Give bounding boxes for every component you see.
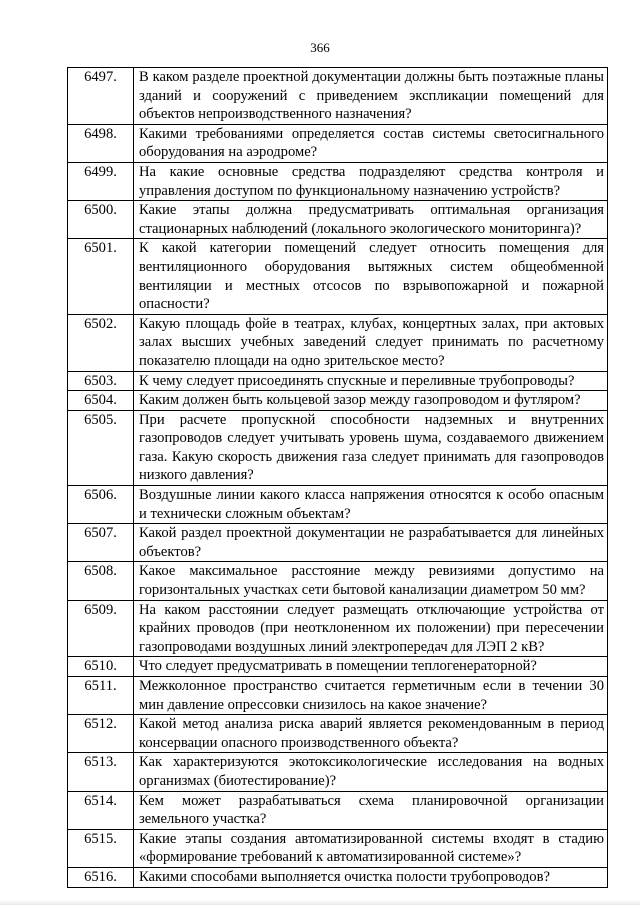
question-text: Кем может разрабатываться схема планировочной организации земельного участка? (134, 791, 608, 829)
question-number: 6510. (68, 657, 134, 677)
table-row (68, 867, 608, 887)
table-row (68, 124, 608, 162)
table-row (68, 68, 608, 125)
question-text: Какую площадь фойе в театрах, клубах, концертных залах, при актовых залах высших учебных заведений следует принимать по расчетному показателю площади на одно зрительское место? (134, 314, 608, 371)
questions-table (67, 67, 608, 888)
question-text: При расчете пропускной способности надземных и внутренних газопроводов следует учитывать уровень шума, создаваемого движением газа. Какую скорость движения газа следует принимать для газопроводов низкого давления? (134, 410, 608, 485)
table-row (68, 201, 608, 239)
question-number: 6498. (68, 124, 134, 162)
question-number: 6514. (68, 791, 134, 829)
table-row (68, 486, 608, 524)
question-number: 6512. (68, 715, 134, 753)
table-row (68, 524, 608, 562)
questions-table-body (68, 68, 608, 888)
table-row (68, 715, 608, 753)
table-row (68, 410, 608, 485)
table-row (68, 239, 608, 314)
question-number: 6506. (68, 486, 134, 524)
question-text: Какие этапы должна предусматривать оптимальная организация стационарных наблюдений (локального экологического мониторинга)? (134, 201, 608, 239)
page-bottom-edge (0, 900, 640, 905)
question-number: 6515. (68, 829, 134, 867)
table-row (68, 162, 608, 200)
table-row (68, 829, 608, 867)
question-number: 6499. (68, 162, 134, 200)
table-row (68, 657, 608, 677)
question-text: На какие основные средства подразделяют средства контроля и управления доступом по функциональному назначению устройств? (134, 162, 608, 200)
question-number: 6504. (68, 391, 134, 411)
table-row (68, 314, 608, 371)
question-text: Межколонное пространство считается герметичным если в течении 30 мин давление опрессовки снизилось на какое значение? (134, 677, 608, 715)
question-text: В каком разделе проектной документации должны быть поэтажные планы зданий и сооружений с приведением экспликации помещений для объектов непроизводственного назначения? (134, 68, 608, 125)
table-row (68, 677, 608, 715)
question-number: 6503. (68, 371, 134, 391)
page-number: 366 (310, 40, 330, 55)
question-text: Какой раздел проектной документации не разрабатывается для линейных объектов? (134, 524, 608, 562)
question-text: К чему следует присоединять спускные и переливные трубопроводы? (134, 371, 608, 391)
question-text: На каком расстоянии следует размещать отключающие устройства от крайних проводов (при неотклоненном их положении) при пересечении газопроводами воздушных линий электропередач для ЛЭП 2 кВ? (134, 600, 608, 657)
question-number: 6501. (68, 239, 134, 314)
question-text: Какие этапы создания автоматизированной системы входят в стадию «формирование требований к автоматизированной системе»? (134, 829, 608, 867)
question-number: 6500. (68, 201, 134, 239)
question-number: 6508. (68, 562, 134, 600)
question-text: Каким должен быть кольцевой зазор между газопроводом и футляром? (134, 391, 608, 411)
question-text: Какими требованиями определяется состав системы светосигнального оборудования на аэродроме? (134, 124, 608, 162)
question-text: Какое максимальное расстояние между ревизиями допустимо на горизонтальных участках сети бытовой канализации диаметром 50 мм? (134, 562, 608, 600)
question-text: Воздушные линии какого класса напряжения относятся к особо опасным и технически сложным объектам? (134, 486, 608, 524)
question-number: 6513. (68, 753, 134, 791)
table-row (68, 791, 608, 829)
question-number: 6497. (68, 68, 134, 125)
question-number: 6505. (68, 410, 134, 485)
question-text: К какой категории помещений следует относить помещения для вентиляционного оборудования вытяжных систем общеобменной вентиляции и местных отсосов по взрывопожарной и пожарной опасности? (134, 239, 608, 314)
table-row (68, 753, 608, 791)
table-row (68, 391, 608, 411)
question-number: 6516. (68, 867, 134, 887)
question-text: Как характеризуются экотоксикологические исследования на водных организмах (биотестирование)? (134, 753, 608, 791)
question-number: 6507. (68, 524, 134, 562)
table-row (68, 562, 608, 600)
question-text: Какой метод анализа риска аварий является рекомендованным в период консервации опасного производственного объекта? (134, 715, 608, 753)
question-text: Какими способами выполняется очистка полости трубопроводов? (134, 867, 608, 887)
table-row (68, 600, 608, 657)
question-number: 6511. (68, 677, 134, 715)
question-number: 6509. (68, 600, 134, 657)
question-number: 6502. (68, 314, 134, 371)
table-row (68, 371, 608, 391)
question-text: Что следует предусматривать в помещении теплогенераторной? (134, 657, 608, 677)
